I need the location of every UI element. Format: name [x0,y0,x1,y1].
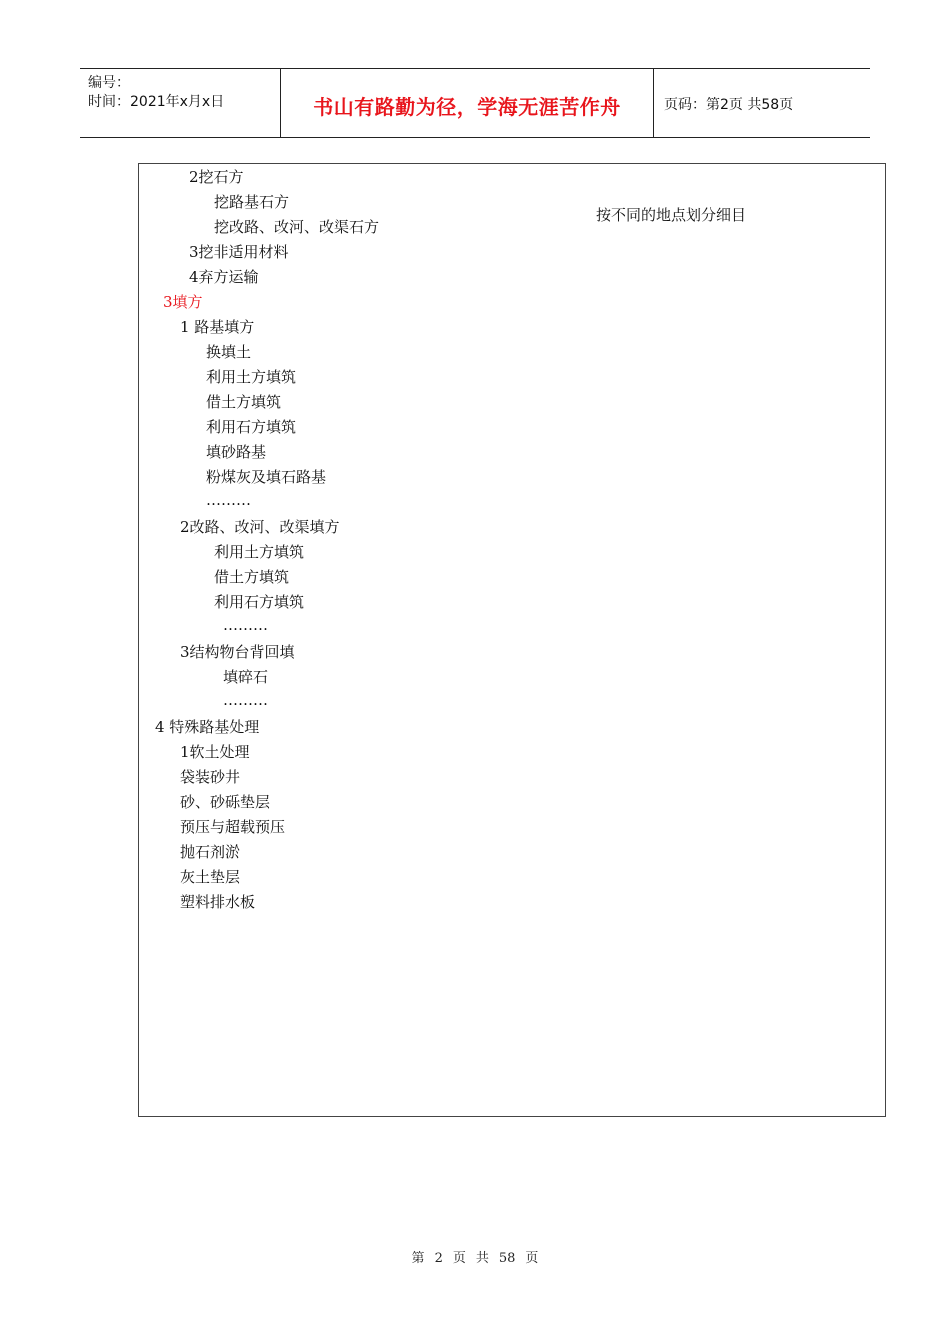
outline-item: 利用石方填筑 [206,418,297,436]
footer-ye2: 页 [525,1251,539,1266]
outline-item: 预压与超载预压 [180,818,286,836]
outline-item: 挖路基石方 [214,193,290,211]
document-time-label: 时间：2021年x月x日 [88,94,225,110]
outline-item: 3结构物台背回填 [180,643,295,661]
outline-item: 填碎石 [223,668,269,686]
outline-section-heading: 4 特殊路基处理 [155,718,260,736]
outline-item: 2改路、改河、改渠填方 [180,518,340,536]
outline-item: 1软土处理 [180,743,250,761]
footer-total-pages: 58 [498,1251,516,1266]
outline-item: 借土方填筑 [206,393,282,411]
outline-item: 填砂路基 [206,443,267,461]
content-box [138,163,886,1117]
outline-item: 粉煤灰及填石路基 [206,468,327,486]
outline-item: 砂、砂砾垫层 [180,793,271,811]
document-header [80,68,870,138]
header-page-cell [654,69,870,137]
outline-item: 灰土垫层 [180,868,241,886]
header-motto: 书山有路勤为径，学海无涯苦作舟 [313,95,621,119]
side-note: 按不同的地点划分细目 [596,206,747,224]
outline-item: 袋装砂井 [180,768,241,786]
outline-ellipsis: ……… [206,491,251,509]
footer-ye: 页 [452,1251,466,1266]
outline-item: 塑料排水板 [180,893,256,911]
document-number-label: 编号： [88,75,130,91]
header-motto-cell [281,69,654,137]
footer-di: 第 [411,1251,425,1266]
outline-item: 3挖非适用材料 [189,243,289,261]
outline-item: 抛石剂淤 [180,843,241,861]
outline-item: 利用石方填筑 [214,593,305,611]
page-footer [0,1247,950,1266]
header-meta-cell [80,69,281,137]
outline-item: 利用土方填筑 [206,368,297,386]
outline-item: 挖改路、改河、改渠石方 [214,218,380,236]
outline-item: 借土方填筑 [214,568,290,586]
outline-item: 1 路基填方 [180,318,255,336]
outline-ellipsis: ……… [223,616,268,634]
header-page-info: 页码：第2页 共58页 [664,97,794,113]
footer-page-number: 2 [434,1251,443,1266]
outline-item: 换填土 [206,343,252,361]
outline-item: 利用土方填筑 [214,543,305,561]
outline-item: 4弃方运输 [189,268,259,286]
outline-ellipsis: ……… [223,691,268,709]
footer-gong: 共 [475,1251,489,1266]
outline-item: 2挖石方 [189,168,244,186]
outline-section-heading: 3填方 [163,293,203,311]
